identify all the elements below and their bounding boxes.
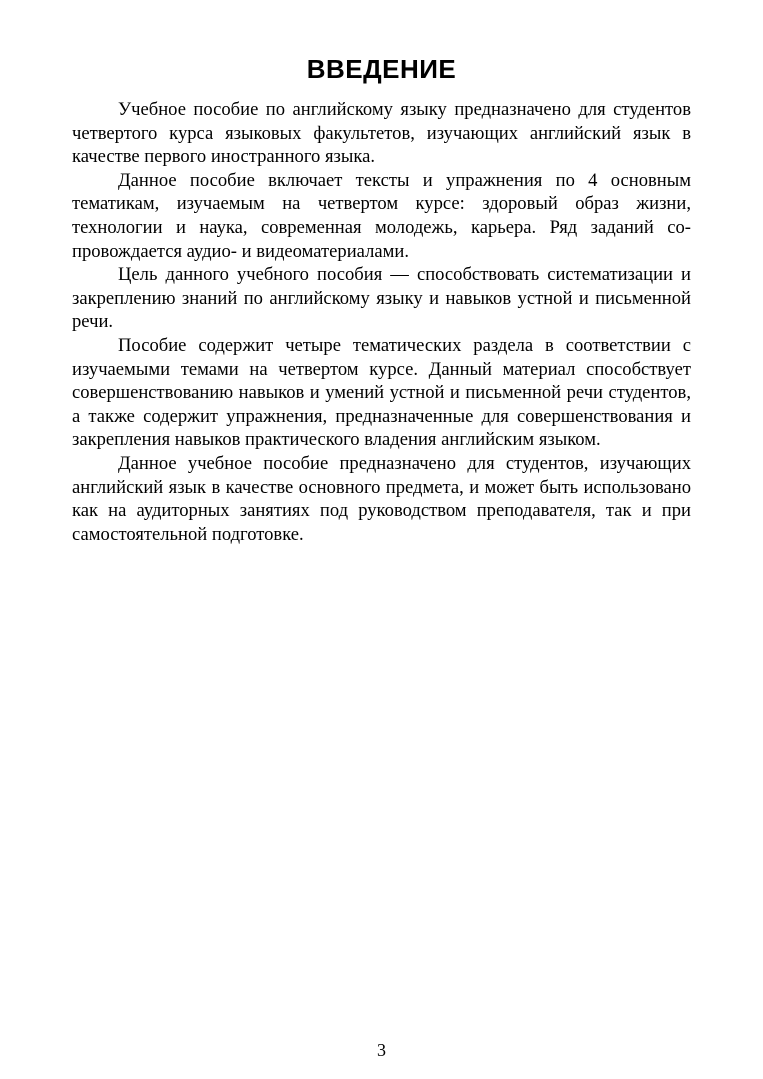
page-title: ВВЕДЕНИЕ bbox=[306, 54, 457, 84]
paragraph-3: Цель данного учебного пособия — способствовать систематизации и закреплению знаний по английскому языку и навыков устной и письменной речи. bbox=[72, 264, 691, 333]
document-body bbox=[72, 98, 691, 546]
paragraph-1: Учебное пособие по английскому языку предназначено для студентов четвертого курса языковых факультетов, изучающих английский язык в качестве первого иностранного языка. bbox=[72, 99, 691, 168]
page-number: 3 bbox=[377, 1040, 386, 1060]
paragraph-5: Данное учебное пособие предназначено для студентов, изучающих английский язык в качестве основного предмета, и может быть использовано как на аудиторных занятиях под руководством преподавателя, так и при самостоятельной подготовке. bbox=[72, 452, 691, 545]
paragraph-2: Данное пособие включает тексты и упражнения по 4 основным тематикам, изучаемым на четвертом курсе: здоровый образ жизни, технологии и наука, современная молодежь, карьера. Ряд заданий сопровождается аудио- и видеоматериалами. bbox=[72, 169, 691, 262]
paragraph-4: Пособие содержит четыре тематических раздела в соответствии с изучаемыми темами на четвертом курсе. Данный материал способствует совершенствованию навыков и умений устной и письменной речи студентов, а также содержит упражнения, предназначенные для совершенствования и закрепления навыков практического владения английским языком. bbox=[72, 334, 691, 451]
